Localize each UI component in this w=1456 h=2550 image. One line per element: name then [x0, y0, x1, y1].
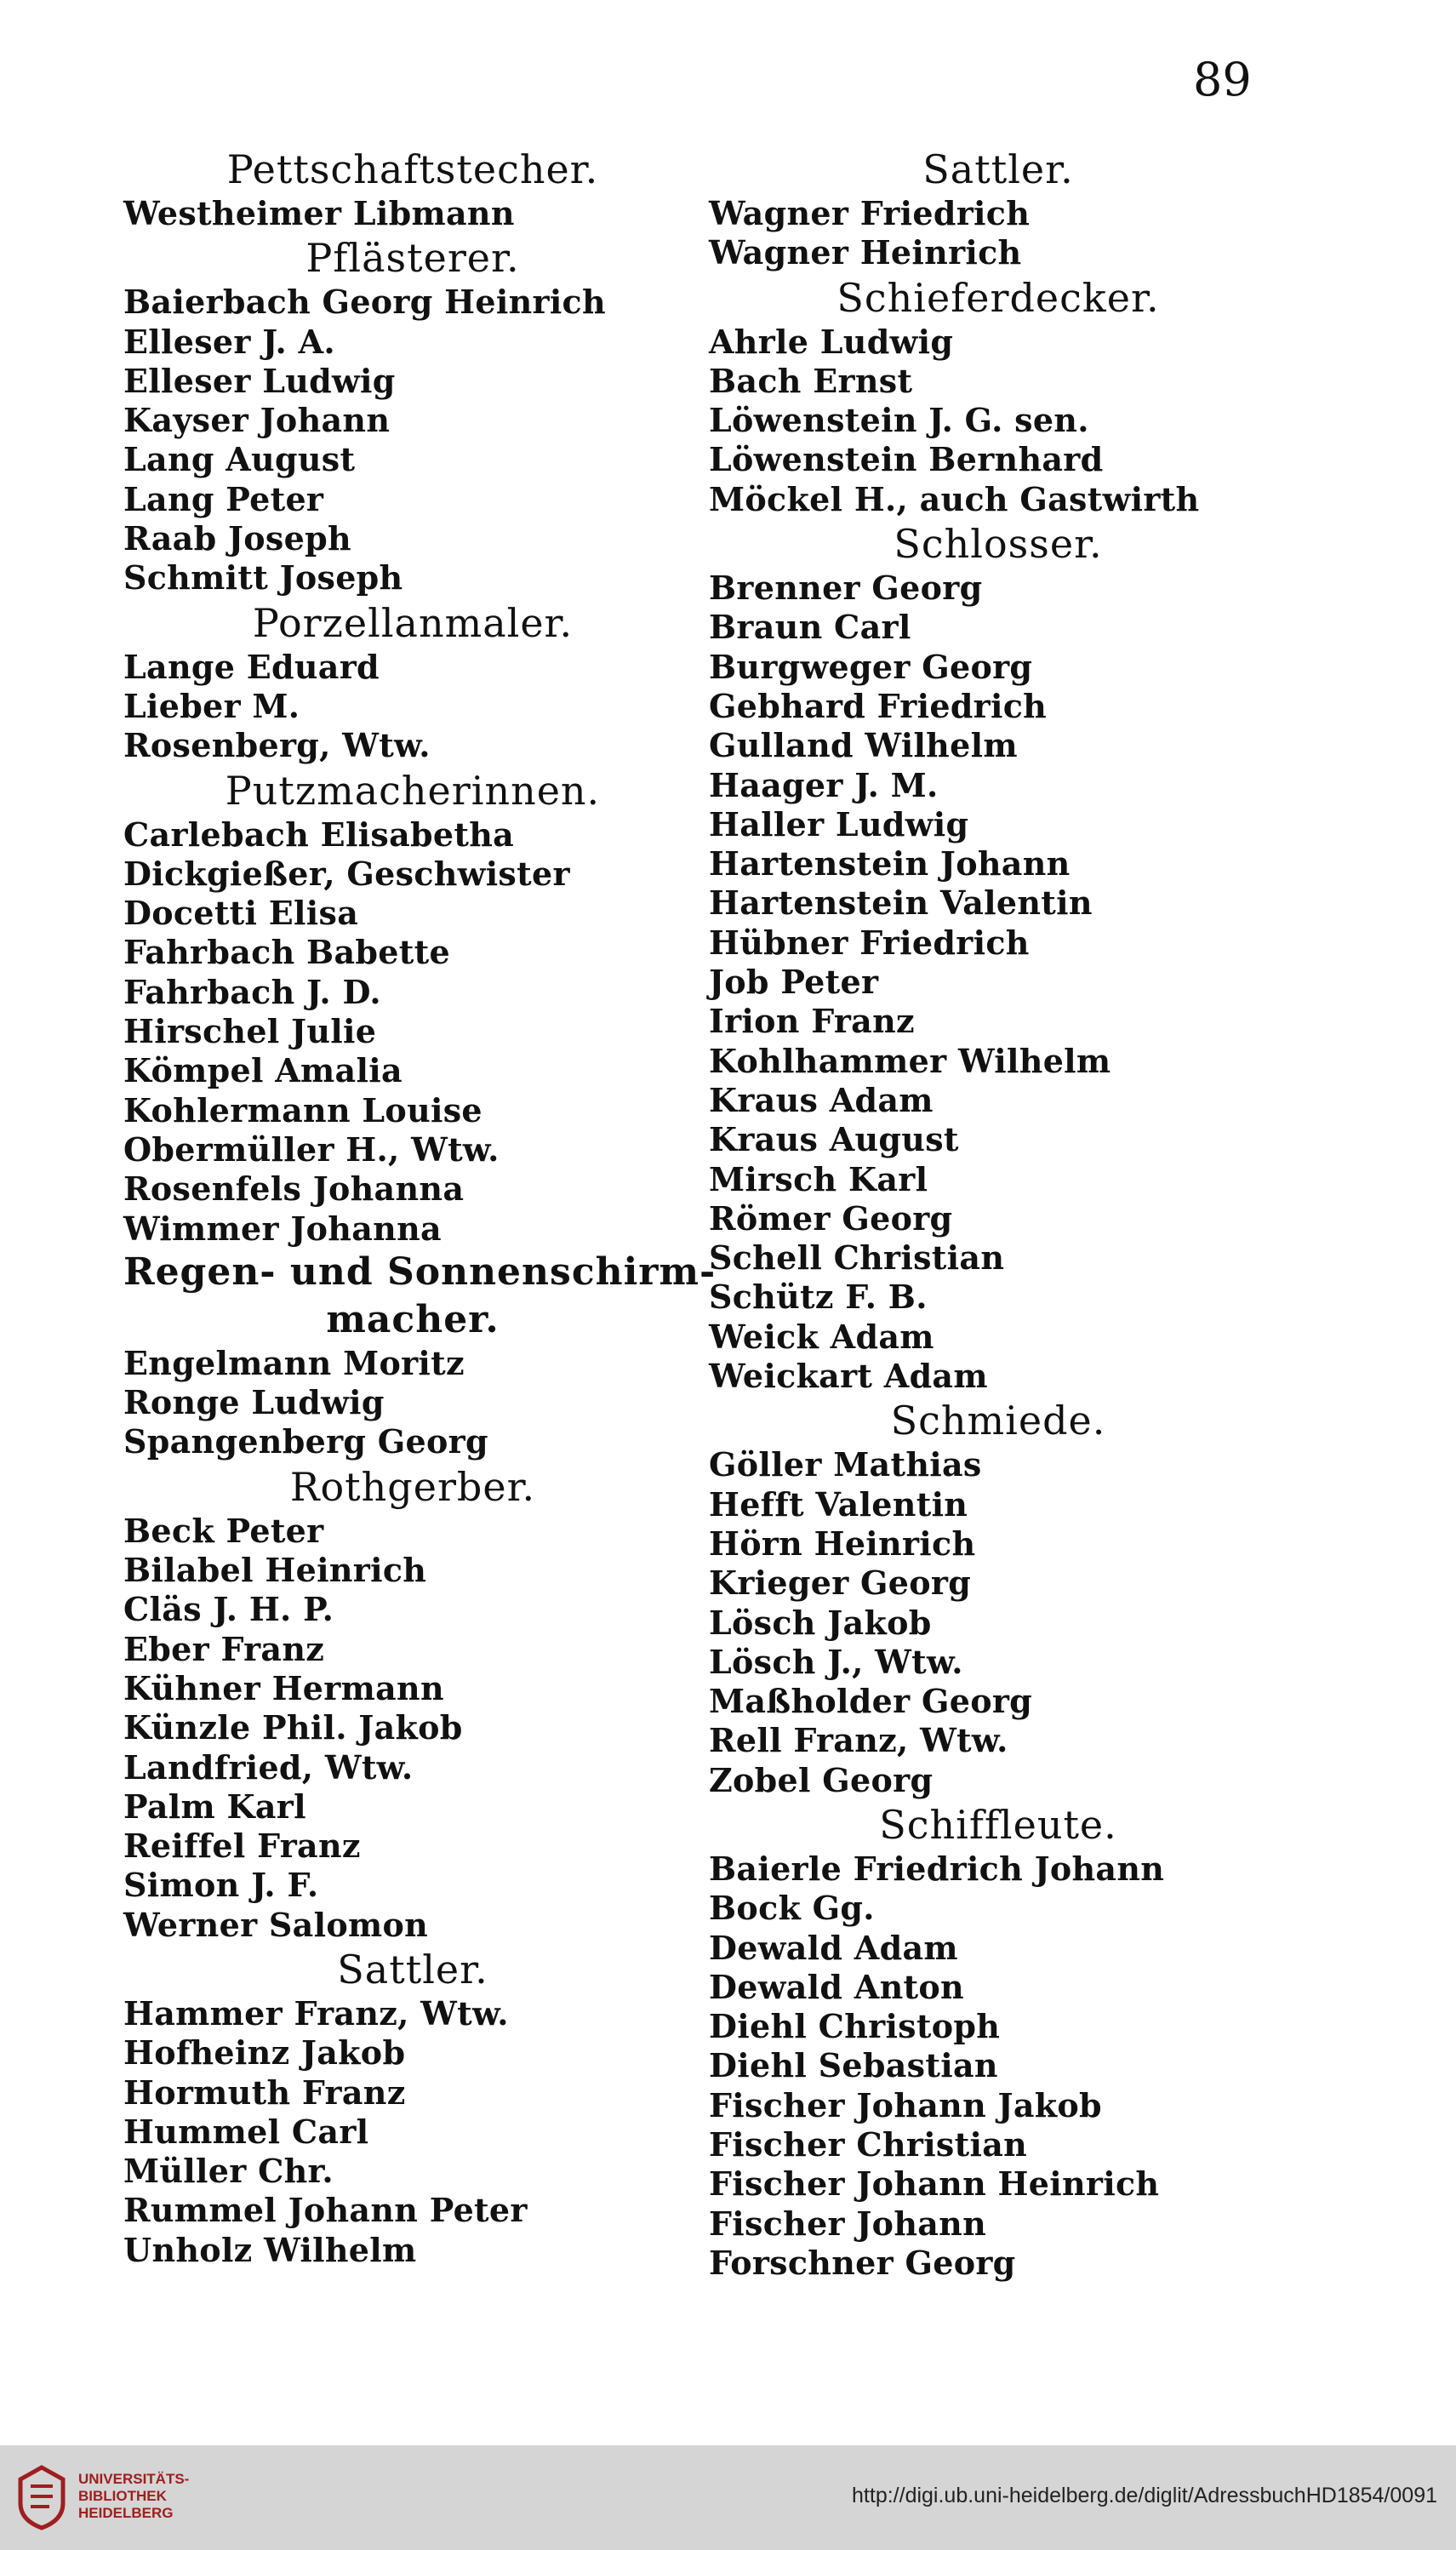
directory-entry: Lange Eduard	[123, 647, 380, 686]
directory-entry: Römer Georg	[709, 1198, 953, 1238]
directory-entry: Kraus Adam	[709, 1080, 934, 1119]
directory-entry: Kohlhammer Wilhelm	[709, 1041, 1111, 1080]
directory-entry: Werner Salomon	[123, 1905, 429, 1944]
directory-entry: Engelmann Moritz	[123, 1343, 465, 1382]
logo-line-2: BIBLIOTHEK	[78, 2488, 167, 2504]
directory-entry: Möckel H., auch Gastwirth	[709, 479, 1200, 518]
trade-heading	[123, 145, 702, 194]
directory-entry: Lang Peter	[123, 479, 324, 518]
library-logo-text	[78, 2471, 189, 2522]
directory-entry: Irion Franz	[709, 1002, 915, 1041]
directory-entry: Dickgießer, Geschwister	[123, 854, 570, 893]
trade-heading	[123, 598, 702, 648]
directory-entry: Maßholder Georg	[709, 1682, 1033, 1721]
directory-entry: Carlebach Elisabetha	[123, 815, 515, 854]
directory-entry: Bach Ernst	[709, 361, 913, 400]
directory-entry: Fischer Johann Heinrich	[709, 2164, 1160, 2204]
directory-entry: Lösch Jakob	[709, 1603, 932, 1642]
trade-heading	[123, 233, 702, 283]
trade-heading-line: Schiffleute.	[879, 1801, 1117, 1848]
trade-heading	[123, 1462, 702, 1512]
directory-entry: Hartenstein Johann	[709, 844, 1071, 883]
directory-entry: Hefft Valentin	[709, 1484, 968, 1524]
library-seal-icon	[15, 2464, 68, 2530]
directory-entry: Hübner Friedrich	[709, 923, 1030, 962]
directory-entry: Zobel Georg	[709, 1760, 934, 1799]
directory-entry: Forschner Georg	[709, 2243, 1016, 2282]
directory-entry: Mirsch Karl	[709, 1159, 928, 1198]
trade-heading-line: Pflästerer.	[305, 235, 520, 282]
page-number: 89	[1193, 53, 1252, 106]
directory-entry: Elleser Ludwig	[123, 361, 396, 400]
trade-heading-line: Schieferdecker.	[836, 274, 1160, 321]
directory-entry: Landfried, Wtw.	[123, 1747, 414, 1787]
directory-entry: Lieber M.	[123, 686, 300, 725]
directory-entry: Job Peter	[709, 963, 879, 1002]
directory-entry: Wimmer Johanna	[123, 1209, 442, 1248]
trade-heading	[123, 1249, 717, 1344]
directory-entry: Baierle Friedrich Johann	[709, 1849, 1165, 1888]
directory-entry: Lang August	[123, 440, 356, 479]
directory-entry: Cläs J. H. P.	[123, 1590, 334, 1629]
directory-entry: Müller Chr.	[123, 2152, 334, 2191]
directory-entry: Simon J. F.	[123, 1866, 319, 1905]
trade-heading-line: Pettschaftstecher.	[226, 146, 599, 192]
directory-entry: Löwenstein Bernhard	[709, 440, 1104, 479]
directory-entry: Brenner Georg	[709, 569, 983, 608]
directory-entry: Haager J. M.	[709, 765, 939, 804]
logo-line-3: HEIDELBERG	[78, 2505, 174, 2521]
trade-heading-line: Schlosser.	[894, 521, 1103, 568]
directory-entry: Braun Carl	[709, 608, 911, 647]
directory-entry: Diehl Sebastian	[709, 2046, 998, 2085]
trade-heading	[709, 273, 1288, 323]
directory-entry: Löwenstein J. G. sen.	[709, 401, 1089, 440]
directory-entry: Rummel Johann Peter	[123, 2191, 528, 2230]
directory-entry: Hormuth Franz	[123, 2073, 406, 2112]
directory-entry: Rosenberg, Wtw.	[123, 726, 431, 765]
directory-entry: Kühner Hermann	[123, 1668, 444, 1707]
directory-entry: Hirschel Julie	[123, 1012, 377, 1051]
directory-entry: Hummel Carl	[123, 2112, 369, 2151]
logo-line-1: UNIVERSITÄTS-	[78, 2471, 190, 2487]
directory-entry: Fischer Christian	[709, 2125, 1028, 2164]
directory-entry: Fahrbach J. D.	[123, 972, 381, 1011]
directory-entry: Hörn Heinrich	[709, 1524, 976, 1563]
directory-entry: Krieger Georg	[709, 1564, 972, 1603]
directory-entry: Weickart Adam	[709, 1357, 988, 1396]
directory-entry: Obermüller H., Wtw.	[123, 1129, 500, 1169]
directory-entry: Hammer Franz, Wtw.	[123, 1993, 509, 2033]
trade-heading-line: Schmiede.	[890, 1398, 1106, 1444]
directory-entry: Bilabel Heinrich	[123, 1551, 427, 1590]
footer-bar	[0, 2445, 1456, 2550]
directory-entry: Fischer Johann Jakob	[709, 2085, 1102, 2124]
directory-entry: Kayser Johann	[123, 401, 391, 440]
directory-entry: Göller Mathias	[709, 1445, 982, 1484]
trade-heading-line: macher.	[326, 1297, 500, 1341]
trade-heading	[123, 1945, 702, 1994]
directory-entry: Hartenstein Valentin	[709, 883, 1093, 923]
directory-entry: Westheimer Libmann	[123, 194, 515, 232]
directory-entry: Fischer Johann	[709, 2204, 987, 2243]
directory-entry: Palm Karl	[123, 1787, 306, 1826]
directory-entry: Elleser J. A.	[123, 322, 335, 361]
directory-entry: Kraus August	[709, 1120, 959, 1159]
trade-heading	[709, 145, 1288, 194]
directory-entry: Schütz F. B.	[709, 1278, 928, 1317]
directory-entry: Rosenfels Johanna	[123, 1169, 465, 1209]
trade-heading-line: Rothgerber.	[289, 1463, 536, 1510]
directory-entry: Wagner Heinrich	[709, 233, 1022, 272]
directory-entry: Beck Peter	[123, 1511, 324, 1550]
directory-entry: Baierbach Georg Heinrich	[123, 283, 606, 322]
directory-entry: Reiffel Franz	[123, 1827, 361, 1866]
directory-entry: Diehl Christoph	[709, 2007, 1001, 2046]
directory-entry: Spangenberg Georg	[123, 1422, 488, 1461]
directory-entry: Rell Franz, Wtw.	[709, 1721, 1008, 1760]
directory-entry: Ronge Ludwig	[123, 1383, 385, 1422]
directory-entry: Künzle Phil. Jakob	[123, 1708, 463, 1747]
directory-entry: Gebhard Friedrich	[709, 686, 1048, 725]
directory-entry: Schmitt Joseph	[123, 558, 403, 597]
trade-heading-line: Putzmacherinnen.	[225, 767, 601, 814]
left-column	[123, 145, 717, 2270]
directory-entry: Dewald Adam	[709, 1928, 958, 1967]
trade-heading-line: Sattler.	[922, 146, 1074, 192]
directory-entry: Eber Franz	[123, 1629, 325, 1668]
trade-heading	[123, 766, 702, 815]
directory-entry: Haller Ludwig	[709, 804, 969, 843]
trade-heading	[709, 519, 1288, 569]
right-column	[709, 145, 1288, 2283]
directory-entry: Kohlermann Louise	[123, 1090, 482, 1129]
directory-entry: Raab Joseph	[123, 519, 351, 558]
trade-heading-line: Regen- und Sonnenschirm-	[123, 1249, 717, 1294]
directory-entry: Burgweger Georg	[709, 647, 1033, 686]
trade-heading	[709, 1800, 1288, 1850]
directory-entry: Dewald Anton	[709, 1967, 964, 2006]
trade-heading	[709, 1396, 1288, 1445]
directory-entry: Docetti Elisa	[123, 894, 359, 933]
directory-entry: Hofheinz Jakob	[123, 2033, 406, 2073]
source-url-link[interactable]: http://digi.ub.uni-heidelberg.de/diglit/AdressbuchHD1854/0091	[852, 2484, 1437, 2507]
directory-entry: Kömpel Amalia	[123, 1051, 403, 1090]
directory-entry: Lösch J., Wtw.	[709, 1642, 963, 1681]
trade-heading-line: Porzellanmaler.	[252, 599, 574, 646]
directory-entry: Bock Gg.	[709, 1889, 875, 1928]
directory-entry: Wagner Friedrich	[709, 194, 1031, 232]
trade-heading-line: Sattler.	[337, 1946, 488, 1993]
directory-entry: Fahrbach Babette	[123, 933, 450, 972]
directory-entry: Ahrle Ludwig	[709, 322, 954, 361]
directory-entry: Unholz Wilhelm	[123, 2230, 417, 2269]
directory-entry: Schell Christian	[709, 1238, 1005, 1278]
directory-entry: Gulland Wilhelm	[709, 726, 1018, 765]
directory-entry: Weick Adam	[709, 1317, 934, 1356]
